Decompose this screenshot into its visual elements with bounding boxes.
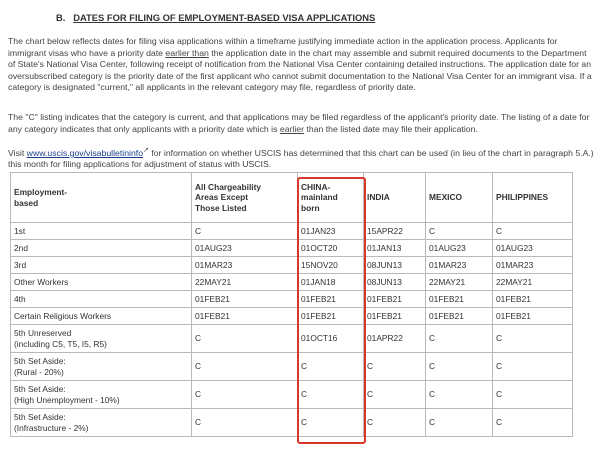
cell-china: 01JAN23: [298, 223, 364, 240]
current-text-2: than the listed date may file their application.: [304, 123, 478, 134]
cell-india: 01FEB21: [364, 308, 426, 325]
cell-philippines: 22MAY21: [493, 274, 573, 291]
cell-category: 5th Set Aside: (Infrastructure - 2%): [11, 409, 192, 437]
cell-philippines: C: [493, 223, 573, 240]
cell-mexico: 22MAY21: [426, 274, 493, 291]
cell-philippines: 01MAR23: [493, 257, 573, 274]
cell-philippines: 01AUG23: [493, 240, 573, 257]
table-row: [11, 223, 573, 240]
cell-all-chargeability: C: [192, 353, 298, 381]
cell-category: Other Workers: [11, 274, 192, 291]
cell-india: C: [364, 381, 426, 409]
cell-all-chargeability: 22MAY21: [192, 274, 298, 291]
cell-india: 08JUN13: [364, 257, 426, 274]
header-india: INDIA: [364, 173, 426, 223]
cell-china: C: [298, 409, 364, 437]
header-all-chargeability: All Chargeability Areas Except Those Listed: [192, 173, 298, 223]
cell-india: 01APR22: [364, 325, 426, 353]
visa-dates-table: [10, 172, 573, 437]
cell-china: 01OCT20: [298, 240, 364, 257]
table-row: [11, 308, 573, 325]
table-body: [11, 223, 573, 437]
cell-india: 15APR22: [364, 223, 426, 240]
cell-india: 08JUN13: [364, 274, 426, 291]
intro-emphasis: earlier than: [165, 47, 209, 58]
cell-category: 5th Set Aside: (Rural - 20%): [11, 353, 192, 381]
section-letter: B.: [56, 12, 66, 23]
cell-china: 01JAN18: [298, 274, 364, 291]
cell-category: 1st: [11, 223, 192, 240]
cell-china: C: [298, 353, 364, 381]
cell-mexico: 01FEB21: [426, 308, 493, 325]
cell-category: Certain Religious Workers: [11, 308, 192, 325]
current-emphasis: earlier: [279, 123, 305, 134]
cell-philippines: C: [493, 381, 573, 409]
table-header-row: [11, 173, 573, 223]
cell-philippines: 01FEB21: [493, 308, 573, 325]
cell-all-chargeability: 01FEB21: [192, 308, 298, 325]
uscis-link[interactable]: www.uscis.gov/visabulletininfo: [26, 147, 144, 158]
header-philippines: PHILIPPINES: [493, 173, 573, 223]
cell-mexico: C: [426, 223, 493, 240]
intro-text-2: the application date in the chart may assemble and submit required documents to the Department of State's National Visa Center, following receipt of notification from the National Visa Center containing detailed instructions. The application date for an oversubscribed category is the priority date of the first applicant who cannot submit documentation to the National Visa Center for an immigrant visa. If a category is designated "current," all applicants in the relevant category may file, regardless of priority date.: [8, 47, 592, 93]
table-row: [11, 325, 573, 353]
cell-all-chargeability: 01MAR23: [192, 257, 298, 274]
cell-mexico: 01MAR23: [426, 257, 493, 274]
cell-all-chargeability: 01FEB21: [192, 291, 298, 308]
cell-philippines: 01FEB21: [493, 291, 573, 308]
external-link-icon: ↗: [143, 147, 149, 154]
table-head: [11, 173, 573, 223]
cell-india: C: [364, 409, 426, 437]
cell-mexico: C: [426, 381, 493, 409]
header-mexico: MEXICO: [426, 173, 493, 223]
cell-mexico: 01FEB21: [426, 291, 493, 308]
cell-category: 3rd: [11, 257, 192, 274]
section-title: DATES FOR FILING OF EMPLOYMENT-BASED VISA APPLICATIONS: [73, 12, 376, 23]
table-row: [11, 257, 573, 274]
cell-mexico: C: [426, 325, 493, 353]
cell-all-chargeability: C: [192, 325, 298, 353]
header-china: CHINA- mainland born: [298, 173, 364, 223]
cell-china: 01FEB21: [298, 308, 364, 325]
cell-china: 01FEB21: [298, 291, 364, 308]
cell-mexico: 01AUG23: [426, 240, 493, 257]
uscis-text-1: Visit: [8, 147, 27, 158]
cell-india: 01JAN13: [364, 240, 426, 257]
table-row: [11, 353, 573, 381]
current-listing-paragraph: [8, 112, 594, 135]
cell-china: 01OCT16: [298, 325, 364, 353]
cell-all-chargeability: C: [192, 381, 298, 409]
current-text-1: The "C" listing indicates that the category is current, and that applications may be filed regardless of the applicant's priority date. The listing of a date for any category indicates that only applicants with a priority date which is: [8, 112, 590, 134]
cell-philippines: C: [493, 409, 573, 437]
cell-philippines: C: [493, 353, 573, 381]
uscis-paragraph: [8, 145, 594, 171]
cell-china: C: [298, 381, 364, 409]
cell-philippines: C: [493, 325, 573, 353]
intro-paragraph: [8, 36, 594, 94]
uscis-text-2: for information on whether USCIS has determined that this chart can be used (in lieu of the chart in paragraph 5.A.) this month for filing applications for adjustment of status with USCIS.: [8, 147, 594, 170]
section-heading: [56, 12, 375, 23]
cell-category: 4th: [11, 291, 192, 308]
cell-china: 15NOV20: [298, 257, 364, 274]
table-row: [11, 291, 573, 308]
cell-mexico: C: [426, 409, 493, 437]
cell-india: 01FEB21: [364, 291, 426, 308]
cell-category: 5th Unreserved (including C5, T5, I5, R5): [11, 325, 192, 353]
cell-all-chargeability: C: [192, 409, 298, 437]
cell-category: 5th Set Aside: (High Unemployment - 10%): [11, 381, 192, 409]
header-employment-based: Employment- based: [11, 173, 192, 223]
cell-category: 2nd: [11, 240, 192, 257]
cell-mexico: C: [426, 353, 493, 381]
table-row: [11, 240, 573, 257]
intro-text-1: The chart below reflects dates for filing visa applications within a timeframe justifying immediate action in the application process. Applicants for immigrant visas who have a priority date: [8, 36, 558, 58]
table-row: [11, 409, 573, 437]
cell-india: C: [364, 353, 426, 381]
cell-all-chargeability: 01AUG23: [192, 240, 298, 257]
table-row: [11, 381, 573, 409]
table-row: [11, 274, 573, 291]
cell-all-chargeability: C: [192, 223, 298, 240]
